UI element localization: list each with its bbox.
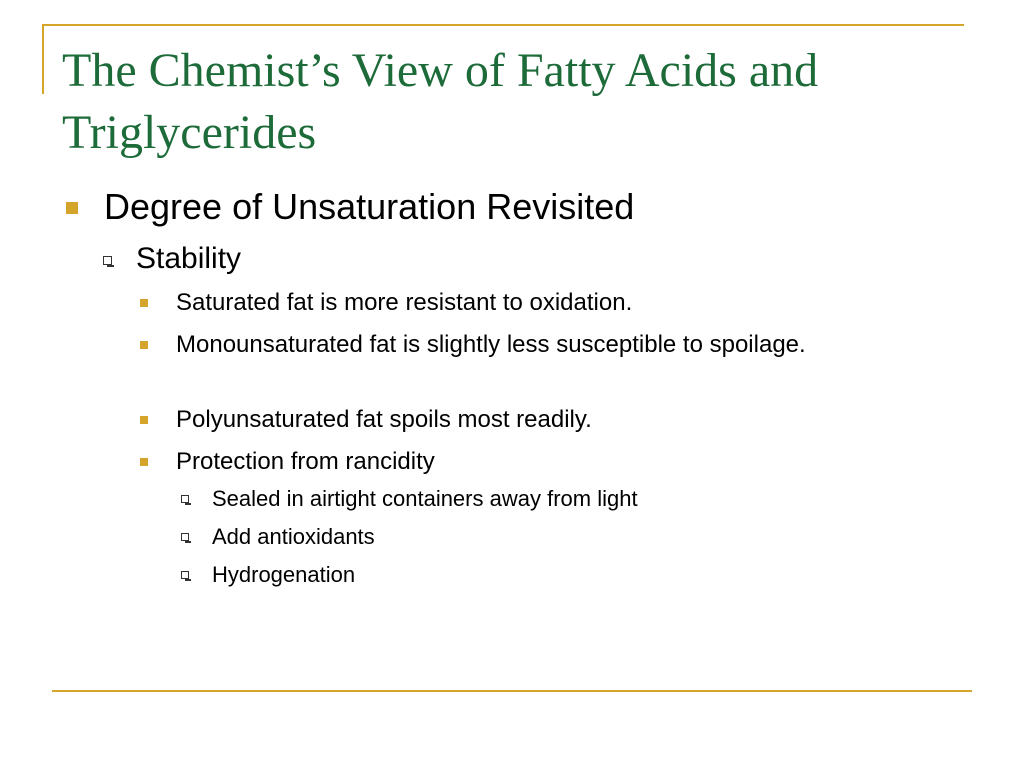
filled-square-icon — [140, 458, 148, 466]
shadowed-box-icon — [181, 533, 189, 541]
shadowed-box-icon — [103, 256, 112, 265]
bullet-level3-text: Protection from rancidity — [176, 448, 435, 475]
bullet-level4-text: Sealed in airtight containers away from light — [212, 486, 638, 511]
shadowed-box-icon — [181, 571, 189, 579]
shadowed-box-icon — [181, 495, 189, 503]
filled-square-icon — [140, 299, 148, 307]
bullet-level3-text: Monounsaturated fat is slightly less susceptible to spoilage. — [176, 331, 806, 358]
filled-square-icon — [66, 202, 78, 214]
filled-square-icon — [140, 341, 148, 349]
bullet-level3-text: Saturated fat is more resistant to oxidation. — [176, 289, 633, 316]
filled-square-icon — [140, 416, 148, 424]
bullet-level1-text: Degree of Unsaturation Revisited — [104, 186, 635, 227]
bottom-border-line — [52, 690, 972, 692]
bullet-level2-text: Stability — [136, 242, 242, 275]
bullet-level3-text: Polyunsaturated fat spoils most readily. — [176, 406, 592, 433]
slide-title: The Chemist’s View of Fatty Acids and Triglycerides — [62, 44, 819, 159]
bullet-level4-text: Hydrogenation — [212, 562, 356, 587]
bullet-level4-text: Add antioxidants — [212, 524, 375, 549]
